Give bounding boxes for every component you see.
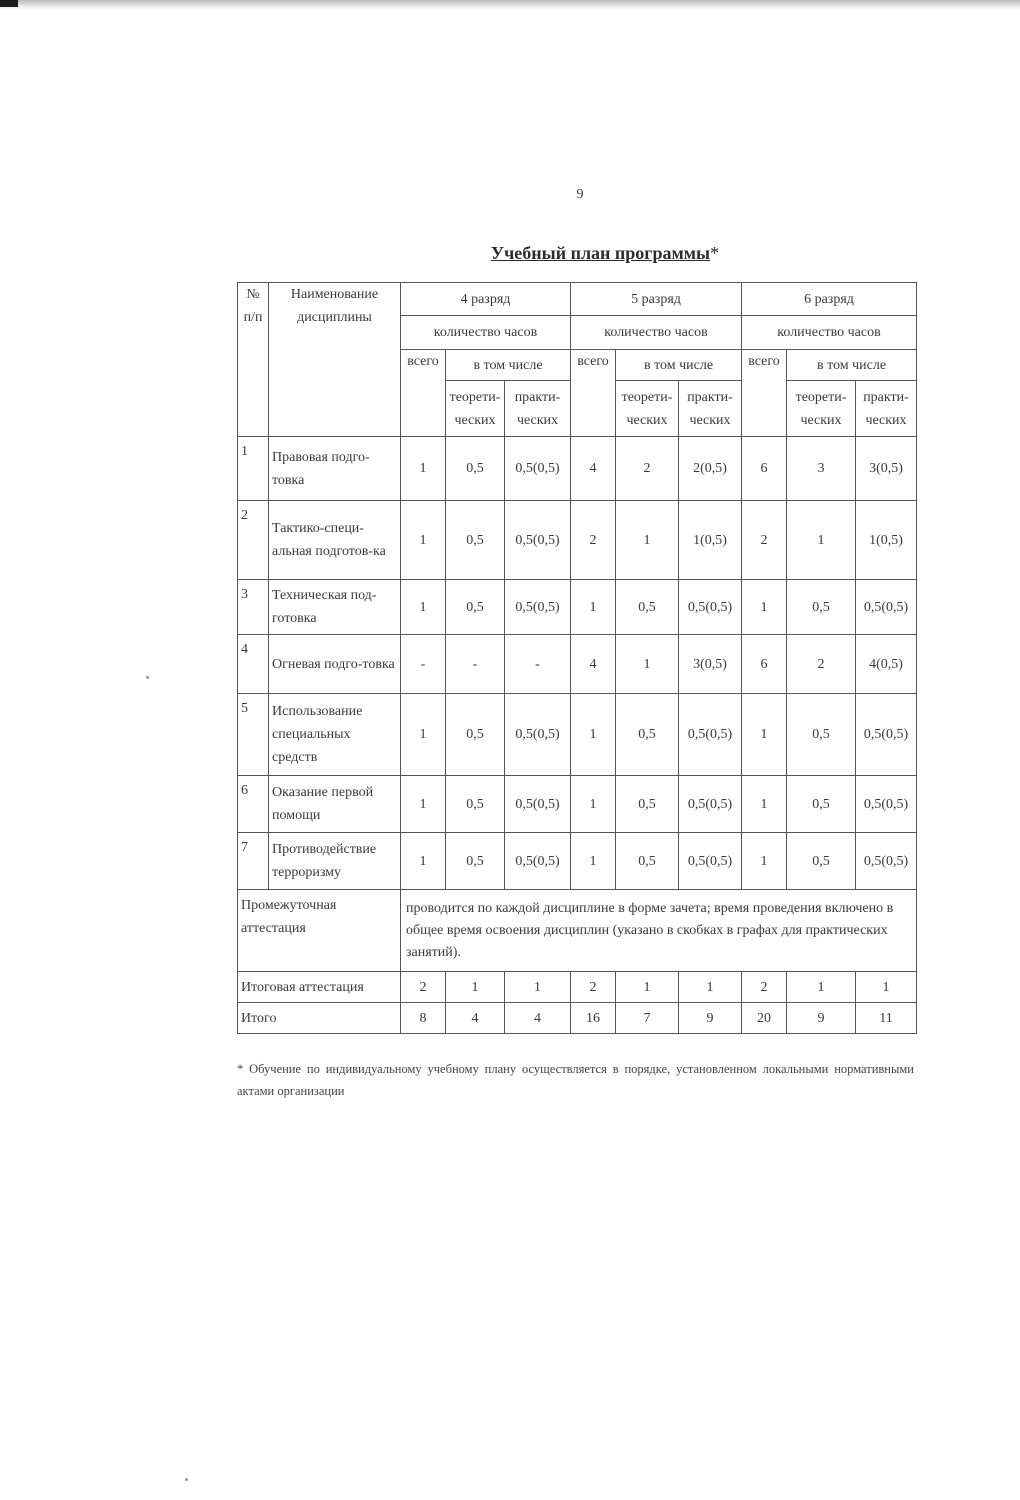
hours-g5-total: 4 bbox=[571, 437, 616, 501]
table-row bbox=[238, 501, 917, 580]
hours-g4-theory: 0,5 bbox=[446, 580, 505, 635]
header-hours: количество часов bbox=[401, 316, 571, 350]
final-attestation-row bbox=[238, 972, 917, 1003]
hours-g4-theory: 0,5 bbox=[446, 501, 505, 580]
row-number: 4 bbox=[238, 635, 269, 694]
hours-g5-total: 2 bbox=[571, 501, 616, 580]
scan-speck bbox=[185, 1478, 188, 1481]
row-number: 3 bbox=[238, 580, 269, 635]
hours-g5-practice: 0,5(0,5) bbox=[679, 833, 742, 890]
row-number: 1 bbox=[238, 437, 269, 501]
discipline-name: Техническая под-готовка bbox=[269, 580, 401, 635]
hours-g5-theory: 0,5 bbox=[616, 776, 679, 833]
hours-g6-total: 20 bbox=[742, 1003, 787, 1034]
header-including: в том числе bbox=[616, 350, 742, 381]
hours-g6-theory: 1 bbox=[787, 501, 856, 580]
hours-g4-theory: 0,5 bbox=[446, 437, 505, 501]
hours-g4-theory: 0,5 bbox=[446, 776, 505, 833]
header-total: всего bbox=[401, 350, 446, 437]
row-number: 6 bbox=[238, 776, 269, 833]
hours-g6-theory: 9 bbox=[787, 1003, 856, 1034]
discipline-rows bbox=[238, 437, 917, 890]
hours-g6-theory: 0,5 bbox=[787, 580, 856, 635]
hours-g5-total: 1 bbox=[571, 580, 616, 635]
title-footnote-mark: * bbox=[710, 243, 720, 263]
discipline-name: Огневая подго-товка bbox=[269, 635, 401, 694]
hours-g6-theory: 0,5 bbox=[787, 694, 856, 776]
header-theory: теорети-ческих bbox=[616, 381, 679, 437]
row-number: 5 bbox=[238, 694, 269, 776]
footnote: * Обучение по индивидуальному учебному плану осуществляется в порядке, установленном локальными нормативными актами организации bbox=[237, 1062, 914, 1098]
hours-g5-practice: 9 bbox=[679, 1003, 742, 1034]
total-row bbox=[238, 1003, 917, 1034]
hours-g6-practice: 1(0,5) bbox=[856, 501, 917, 580]
discipline-name: Оказание первой помощи bbox=[269, 776, 401, 833]
hours-g4-practice: - bbox=[505, 635, 571, 694]
table-row bbox=[238, 635, 917, 694]
hours-g4-practice: 0,5(0,5) bbox=[505, 437, 571, 501]
hours-g6-practice: 1 bbox=[856, 972, 917, 1003]
hours-g4-theory: 4 bbox=[446, 1003, 505, 1034]
hours-g6-practice: 0,5(0,5) bbox=[856, 694, 917, 776]
header-practice: практи-ческих bbox=[679, 381, 742, 437]
header-hours: количество часов bbox=[742, 316, 917, 350]
header-grade-5: 5 разряд bbox=[571, 283, 742, 316]
hours-g6-total: 6 bbox=[742, 635, 787, 694]
hours-g4-theory: 0,5 bbox=[446, 833, 505, 890]
hours-g4-total: 1 bbox=[401, 694, 446, 776]
scan-speck bbox=[146, 676, 149, 679]
header-theory: теорети-ческих bbox=[446, 381, 505, 437]
hours-g6-total: 1 bbox=[742, 776, 787, 833]
hours-g6-practice: 0,5(0,5) bbox=[856, 580, 917, 635]
header-grade-4: 4 разряд bbox=[401, 283, 571, 316]
hours-g4-practice: 4 bbox=[505, 1003, 571, 1034]
hours-g4-total: - bbox=[401, 635, 446, 694]
hours-g6-theory: 0,5 bbox=[787, 833, 856, 890]
title-text: Учебный план программы bbox=[490, 243, 711, 263]
discipline-name: Правовая подго-товка bbox=[269, 437, 401, 501]
discipline-name: Использование специальных средств bbox=[269, 694, 401, 776]
header-discipline-name: Наименование дисциплины bbox=[269, 283, 401, 437]
table-row bbox=[238, 833, 917, 890]
hours-g5-total: 4 bbox=[571, 635, 616, 694]
row-number: 7 bbox=[238, 833, 269, 890]
total-label: Итого bbox=[238, 1003, 401, 1034]
hours-g4-practice: 0,5(0,5) bbox=[505, 833, 571, 890]
hours-g6-total: 1 bbox=[742, 694, 787, 776]
header-practice: практи-ческих bbox=[505, 381, 571, 437]
hours-g5-practice: 1(0,5) bbox=[679, 501, 742, 580]
interim-label: Промежуточная аттестация bbox=[238, 890, 401, 972]
discipline-name: Тактико-специ-альная подготов-ка bbox=[269, 501, 401, 580]
hours-g6-theory: 3 bbox=[787, 437, 856, 501]
hours-g5-theory: 0,5 bbox=[616, 833, 679, 890]
hours-g6-total: 1 bbox=[742, 833, 787, 890]
header-hours: количество часов bbox=[571, 316, 742, 350]
hours-g5-practice: 0,5(0,5) bbox=[679, 694, 742, 776]
hours-g5-practice: 0,5(0,5) bbox=[679, 580, 742, 635]
final-label: Итоговая аттестация bbox=[238, 972, 401, 1003]
hours-g4-theory: - bbox=[446, 635, 505, 694]
hours-g5-theory: 1 bbox=[616, 972, 679, 1003]
hours-g4-practice: 0,5(0,5) bbox=[505, 580, 571, 635]
hours-g5-practice: 1 bbox=[679, 972, 742, 1003]
hours-g5-theory: 1 bbox=[616, 635, 679, 694]
hours-g4-theory: 1 bbox=[446, 972, 505, 1003]
header-num: № п/п bbox=[238, 283, 269, 437]
hours-g5-theory: 0,5 bbox=[616, 580, 679, 635]
hours-g4-practice: 0,5(0,5) bbox=[505, 694, 571, 776]
hours-g5-practice: 2(0,5) bbox=[679, 437, 742, 501]
scan-edge bbox=[0, 0, 1020, 10]
header-including: в том числе bbox=[446, 350, 571, 381]
header-grade-6: 6 разряд bbox=[742, 283, 917, 316]
hours-g5-practice: 0,5(0,5) bbox=[679, 776, 742, 833]
header-practice: практи-ческих bbox=[856, 381, 917, 437]
hours-g4-theory: 0,5 bbox=[446, 694, 505, 776]
document-title bbox=[440, 243, 770, 264]
hours-g4-practice: 0,5(0,5) bbox=[505, 501, 571, 580]
hours-g6-theory: 2 bbox=[787, 635, 856, 694]
hours-g5-total: 1 bbox=[571, 776, 616, 833]
hours-g6-total: 2 bbox=[742, 501, 787, 580]
header-theory: теорети-ческих bbox=[787, 381, 856, 437]
header-including: в том числе bbox=[787, 350, 917, 381]
header-total: всего bbox=[742, 350, 787, 437]
hours-g4-total: 2 bbox=[401, 972, 446, 1003]
hours-g5-total: 1 bbox=[571, 694, 616, 776]
page-number: 9 bbox=[576, 187, 584, 202]
hours-g4-practice: 0,5(0,5) bbox=[505, 776, 571, 833]
interim-text: проводится по каждой дисциплине в форме зачета; время проведения включено в общее время освоения дисциплин (указано в скобках в графах для практических занятий). bbox=[401, 890, 917, 972]
table-row bbox=[238, 580, 917, 635]
scan-corner-mark bbox=[0, 0, 18, 7]
hours-g4-total: 8 bbox=[401, 1003, 446, 1034]
hours-g6-theory: 1 bbox=[787, 972, 856, 1003]
hours-g4-total: 1 bbox=[401, 501, 446, 580]
table-row bbox=[238, 437, 917, 501]
header-total: всего bbox=[571, 350, 616, 437]
hours-g5-total: 16 bbox=[571, 1003, 616, 1034]
hours-g5-theory: 2 bbox=[616, 437, 679, 501]
hours-g4-practice: 1 bbox=[505, 972, 571, 1003]
hours-g4-total: 1 bbox=[401, 776, 446, 833]
table-row bbox=[238, 776, 917, 833]
curriculum-table bbox=[237, 282, 917, 1034]
hours-g6-total: 1 bbox=[742, 580, 787, 635]
hours-g5-practice: 3(0,5) bbox=[679, 635, 742, 694]
hours-g6-theory: 0,5 bbox=[787, 776, 856, 833]
hours-g5-total: 1 bbox=[571, 833, 616, 890]
table-row bbox=[238, 694, 917, 776]
hours-g6-total: 6 bbox=[742, 437, 787, 501]
hours-g6-practice: 3(0,5) bbox=[856, 437, 917, 501]
hours-g6-practice: 11 bbox=[856, 1003, 917, 1034]
hours-g5-total: 2 bbox=[571, 972, 616, 1003]
hours-g6-practice: 0,5(0,5) bbox=[856, 833, 917, 890]
hours-g4-total: 1 bbox=[401, 833, 446, 890]
hours-g6-practice: 4(0,5) bbox=[856, 635, 917, 694]
hours-g6-practice: 0,5(0,5) bbox=[856, 776, 917, 833]
discipline-name: Противодействие терроризму bbox=[269, 833, 401, 890]
hours-g4-total: 1 bbox=[401, 437, 446, 501]
row-number: 2 bbox=[238, 501, 269, 580]
hours-g5-theory: 7 bbox=[616, 1003, 679, 1034]
hours-g6-total: 2 bbox=[742, 972, 787, 1003]
hours-g5-theory: 1 bbox=[616, 501, 679, 580]
hours-g4-total: 1 bbox=[401, 580, 446, 635]
hours-g5-theory: 0,5 bbox=[616, 694, 679, 776]
